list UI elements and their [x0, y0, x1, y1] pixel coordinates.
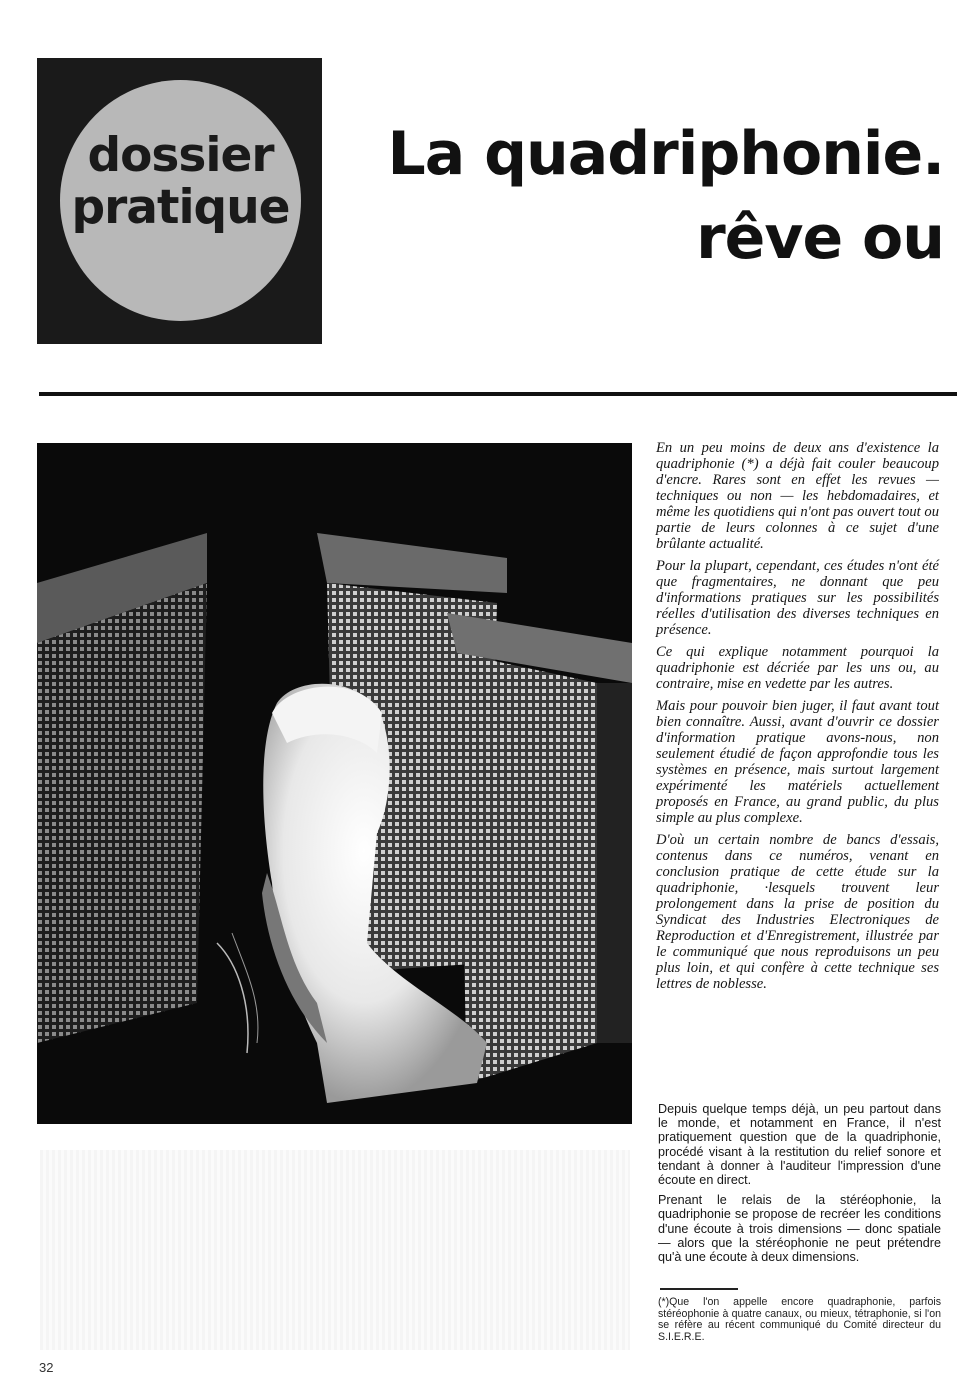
body-paragraph-2: Prenant le relais de la stéréophonie, la quadriphonie se propose de recréer les conditions d'une écoute à trois dimensions — donc spatiale — alors que la stéréophonie ne peut prétendre qu'à une écoute à deux dimensions. — [658, 1193, 941, 1265]
footnote: (*)Que l'on appelle encore quadraphonie, parfois stéréophonie à quatre canaux, ou mieux, tétraphonie, si l'on se réfère au récent communiqué du Comité directeur du S.I.E.R.E. — [658, 1296, 941, 1343]
intro-paragraph-2: Pour la plupart, cependant, ces études n'ont été que fragmentaires, ne donnant que peu d'informations pratiques sur les possibilités réelles d'utilisation des diverses techniques en présence. — [656, 558, 939, 638]
badge-line-2: pratique — [71, 180, 290, 235]
footnote-rule — [660, 1288, 738, 1290]
intro-paragraph-3: Ce qui explique notamment pourquoi la quadriphonie est décriée par les uns ou, au contraire, mise en vedette par les autres. — [656, 644, 939, 692]
title-line-2: rêve ou — [696, 203, 944, 273]
intro-paragraph-4: Mais pour pouvoir bien juger, il faut avant tout bien connaître. Aussi, avant d'ouvrir ce dossier d'information pratique avons-nous, non seulement étudié de façon approfondie tous les systèmes en présence, mais surtout largement expérimenté les matériels actuellement proposés en France, au grand public, du plus simple au plus complexe. — [656, 698, 939, 826]
intro-paragraph-5: D'où un certain nombre de bancs d'essais, contenus dans ce numéros, venant en conclusion pratique de cette étude sur la quadriphonie, ·lesquels trouvent leur prolongement dans la prise de position du Syndicat des Industries Electroniques de Reproduction et d'Enregistrement, illustrée par le communiqué que nous reproduisons un peu plus loin, et qui confère à cette technique ses lettres de noblesse. — [656, 832, 939, 992]
body-column — [658, 1102, 941, 1270]
title-line-1: La quadriphonie. — [387, 119, 944, 189]
intro-paragraph-1: En un peu moins de deux ans d'existence la quadriphonie (*) a déjà fait couler beaucoup d'encre. Rares sont en effet les revues — techniques ou non — les hebdomadaires, et même les quotidiens qui n'ont pas ouvert tout ou partie de leurs colonnes à ce sujet d'une brûlante actualité. — [656, 440, 939, 552]
body-paragraph-1: Depuis quelque temps déjà, un peu partout dans le monde, et notamment en France, il n'est pratiquement question que de la quadriphonie, procédé visant à la restitution du relief sonore et tendant à donner à l'auditeur l'impression d'une écoute en direct. — [658, 1102, 941, 1188]
speakers-portrait-photo — [37, 443, 632, 1124]
photo-illustration — [37, 443, 632, 1124]
header-rule — [39, 392, 957, 396]
faded-photo-area — [40, 1150, 630, 1350]
intro-column — [656, 440, 939, 998]
badge-line-1: dossier — [87, 128, 274, 183]
dossier-badge-label — [60, 130, 301, 234]
page-number: 32 — [39, 1360, 54, 1375]
page-title — [387, 112, 944, 280]
